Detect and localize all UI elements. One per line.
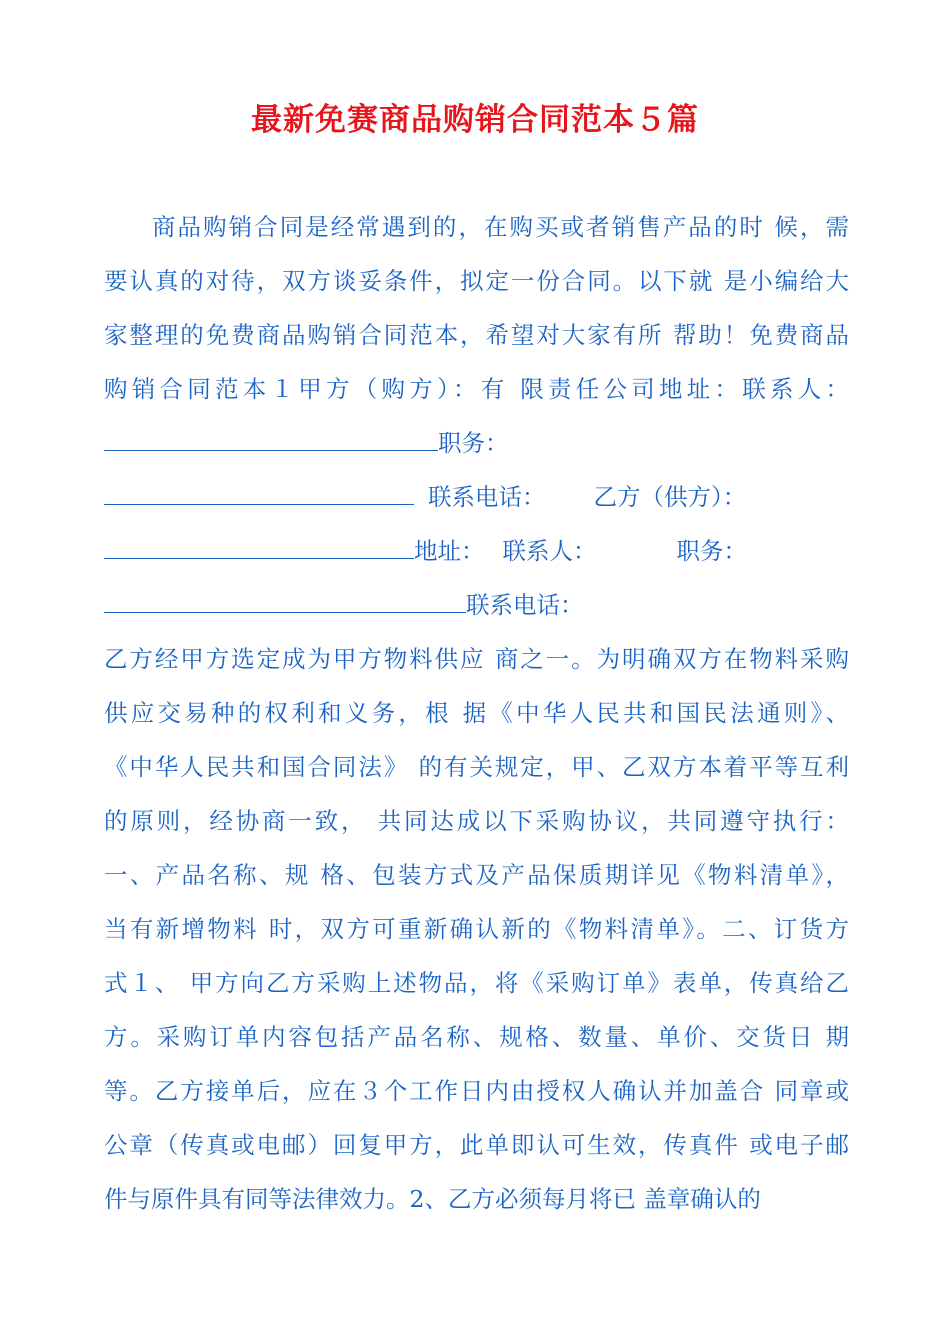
document-body	[104, 200, 849, 1226]
intro-line: 商品购销合同是经常遇到的，在购买或者销售产品的时 候，需	[152, 213, 849, 241]
party-b-phone-label: 联系电话：	[466, 591, 584, 619]
form-row-party-a-phone	[104, 470, 849, 524]
body-line: 当有新增物料 时，双方可重新确认新的《物料清单》。二、订货方	[104, 915, 849, 943]
party-b-contact-label: 联系人：	[502, 537, 597, 565]
body-line: 方。采购订单内容包括产品名称、规格、数量、单价、交货日 期	[104, 1023, 849, 1051]
party-b-label: 乙方（供方）：	[593, 483, 747, 511]
form-row-party-b-address	[104, 524, 849, 578]
party-b-address-label: 地址：	[414, 537, 485, 565]
form-row-party-a-title	[104, 416, 849, 470]
body-line: 的原则，经协商一致， 共同达成以下采购协议，共同遵守执行：	[104, 807, 849, 835]
party-a-phone-label: 联系电话：	[428, 483, 546, 511]
document-title: 最新免赛商品购销合同范本５篇	[251, 102, 699, 138]
body-line: 乙方经甲方选定成为甲方物料供应 商之一。为明确双方在物料采购	[104, 645, 849, 673]
fill-in-blank	[104, 470, 414, 505]
fill-in-blank	[104, 416, 438, 451]
intro-line: 要认真的对待，双方谈妥条件，拟定一份合同。以下就 是小编给大	[104, 267, 849, 295]
body-line: 一、产品名称、规 格、包装方式及产品保质期详见《物料清单》，	[104, 861, 849, 889]
party-a-title-label: 职务：	[438, 429, 509, 457]
fill-in-blank	[104, 524, 414, 559]
body-line: 件与原件具有同等法律效力。2、乙方必须每月将已 盖章确认的	[104, 1185, 761, 1213]
fill-in-blank	[104, 578, 466, 613]
body-line: 公章（传真或电邮）回复甲方，此单即认可生效，传真件 或电子邮	[104, 1131, 849, 1159]
intro-line: 购销合同范本１甲方（购方）：有 限责任公司地址：联系人：	[104, 375, 849, 403]
intro-line: 家整理的免费商品购销合同范本，希望对大家有所 帮助！免费商品	[104, 321, 849, 349]
body-line: 等。乙方接单后，应在３个工作日内由授权人确认并加盖合 同章或	[104, 1077, 849, 1105]
body-line: 式１、 甲方向乙方采购上述物品，将《采购订单》表单，传真给乙	[104, 969, 849, 997]
body-line: 供应交易种的权利和义务，根 据《中华人民共和国民法通则》、	[104, 699, 849, 727]
body-line: 《中华人民共和国合同法》 的有关规定，甲、乙双方本着平等互利	[104, 753, 849, 781]
party-b-title-label: 职务：	[676, 537, 747, 565]
form-row-party-b-phone	[104, 578, 849, 632]
